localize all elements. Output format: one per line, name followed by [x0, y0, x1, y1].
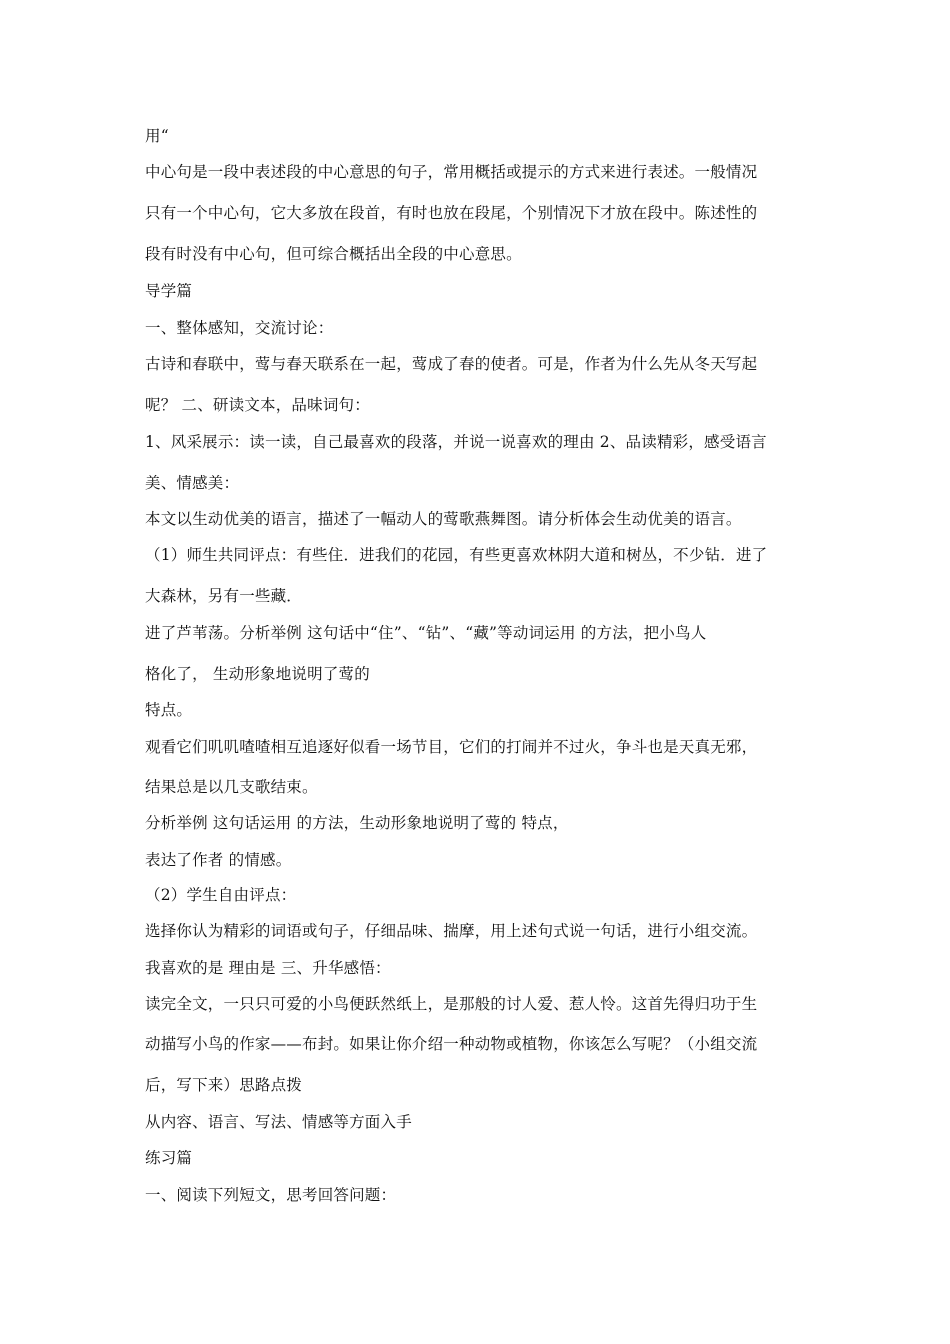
text-line: 分析举例 这句话运用 的方法，生动形象地说明了莺的 特点， [145, 814, 569, 832]
text-line: （2）学生自由评点： [145, 886, 297, 904]
text-line: 呢？ 二、研读文本，品味词句： [145, 396, 370, 414]
text-line: 特点。 [145, 701, 193, 719]
text-line: 美、情感美： [145, 474, 240, 492]
text-line: 古诗和春联中，莺与春天联系在一起，莺成了春的使者。可是，作者为什么先从冬天写起 [145, 355, 758, 373]
text-line: 进了芦苇荡。分析举例 这句话中“住”、“钻”、“藏”等动词运用 的方法，把小鸟人 [145, 624, 707, 642]
section-heading: 练习篇 [145, 1149, 193, 1167]
text-line: 中心句是一段中表述段的中心意思的句子，常用概括或提示的方式来进行表述。一般情况 [145, 163, 758, 181]
text-line: 表达了作者 的情感。 [145, 851, 292, 869]
text-line: 用“ [145, 127, 169, 145]
text-line: 只有一个中心句，它大多放在段首，有时也放在段尾，个别情况下才放在段中。陈述性的 [145, 204, 758, 222]
text-line: 从内容、语言、写法、情感等方面入手 [145, 1113, 412, 1131]
text-line: 动描写小鸟的作家——布封。如果让你介绍一种动物或植物，你该怎么写呢？（小组交流 [145, 1035, 758, 1053]
text-line: 段有时没有中心句，但可综合概括出全段的中心意思。 [145, 245, 522, 263]
section-heading: 导学篇 [145, 282, 193, 300]
text-line: 一、整体感知，交流讨论： [145, 319, 334, 337]
text-line: 结果总是以几支歌结束。 [145, 778, 318, 796]
text-line: 一、阅读下列短文，思考回答问题： [145, 1186, 397, 1204]
text-line: 我喜欢的是 理由是 三、升华感悟： [145, 959, 391, 977]
text-line: 大森林，另有一些藏． [145, 587, 303, 605]
text-line: 1、风采展示：读一读，自己最喜欢的段落，并说一说喜欢的理由 2、品读精彩，感受语言 [145, 433, 767, 451]
text-line: 读完全文，一只只可爱的小鸟便跃然纸上，是那般的讨人爱、惹人怜。这首先得归功于生 [145, 995, 758, 1013]
text-line: 本文以生动优美的语言，描述了一幅动人的莺歌燕舞图。请分析体会生动优美的语言。 [145, 510, 742, 528]
text-line: 格化了， 生动形象地说明了莺的 [145, 665, 370, 683]
text-line: （1）师生共同评点：有些住．进我们的花园，有些更喜欢林阴大道和树丛，不少钻．进了 [145, 546, 768, 564]
text-line: 后，写下来）思路点拨 [145, 1076, 303, 1094]
text-line: 选择你认为精彩的词语或句子，仔细品味、揣摩，用上述句式说一句话，进行小组交流。 [145, 922, 758, 940]
text-line: 观看它们叽叽喳喳相互追逐好似看一场节目，它们的打闹并不过火，争斗也是天真无邪， [145, 738, 758, 756]
